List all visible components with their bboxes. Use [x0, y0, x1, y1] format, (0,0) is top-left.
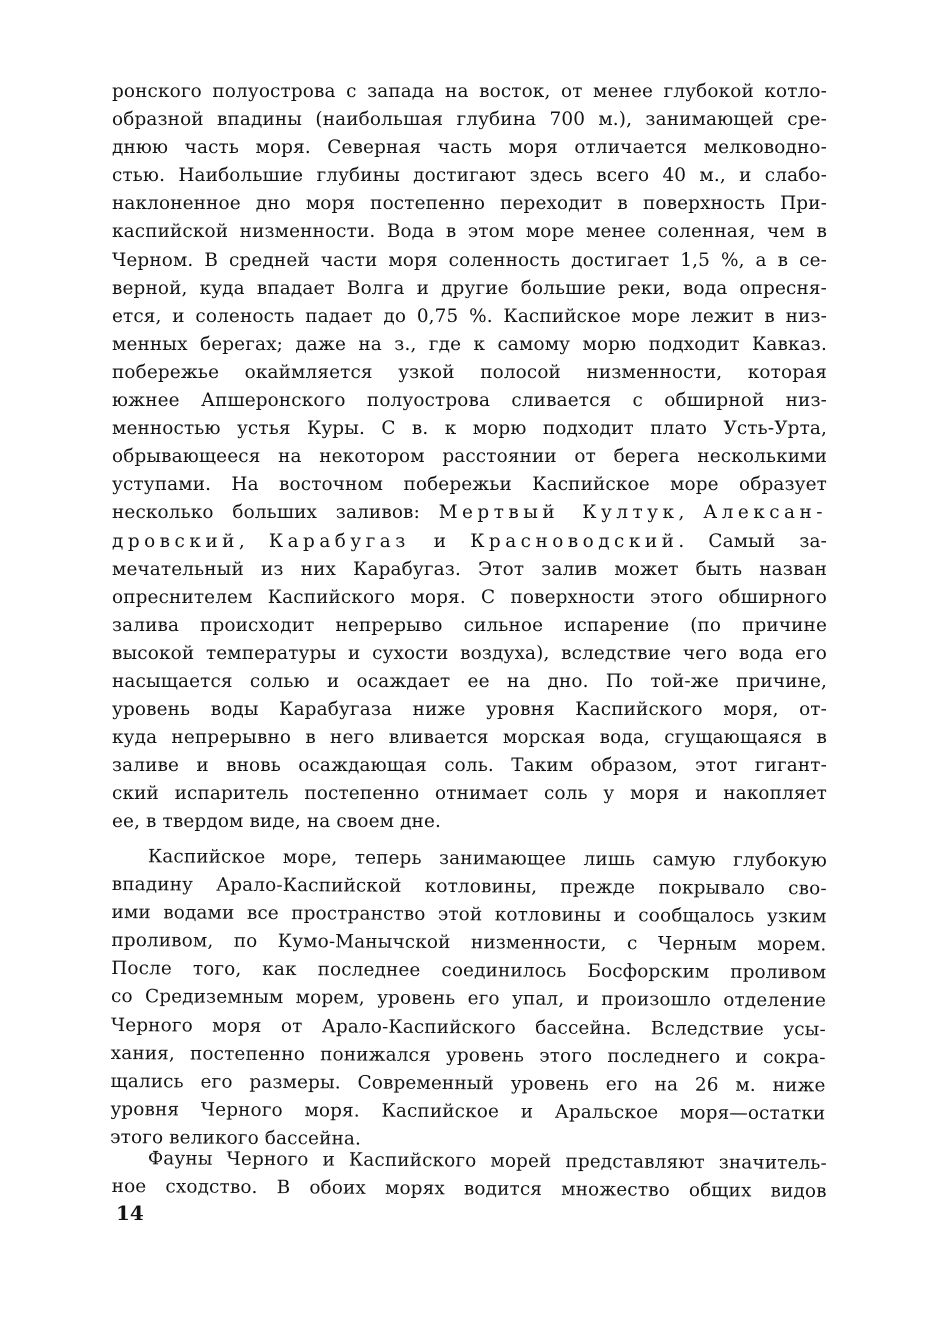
- text-span: . Самый за-: [678, 530, 827, 552]
- text-line: ронского полуострова с запада на восток, от менее глубокой котло-: [112, 81, 827, 102]
- text-line: щались его размеры. Современный уровень его на 26 м. ниже: [110, 1070, 826, 1097]
- paragraph-1: [112, 78, 827, 837]
- paragraph-2: [110, 843, 827, 1156]
- text-span: ,: [678, 502, 704, 524]
- text-line: ими водами все пространство этой котловины и сообщалось узким: [111, 902, 827, 928]
- text-line: менностью устья Куры. С в. к морю подходит плато Усть-Урта,: [112, 418, 827, 440]
- text-line: куда непрерывно в него вливается морская вода, сгущающаяся в: [112, 727, 827, 749]
- text-span: и: [409, 530, 471, 552]
- text-line: уровня Черного моря. Каспийское и Аральское моря—остатки: [110, 1098, 826, 1125]
- text-line: южнее Апшеронского полуострова сливается с обширной низ-: [112, 390, 827, 412]
- text-line: днюю часть моря. Северная часть моря отличается мелководно-: [112, 137, 827, 159]
- spaced-name: Красноводский: [470, 530, 679, 552]
- text-line: обрывающееся на некотором расстоянии от берега несколькими: [112, 446, 827, 468]
- text-line: впадину Арало-Каспийской котловины, прежде покрывало сво-: [111, 874, 827, 900]
- spaced-name: Карабугаз: [268, 530, 410, 552]
- text-line: высокой температуры и сухости воздуха), вследствие чего вода его: [112, 642, 827, 664]
- text-line: стью. Наибольшие глубины достигают здесь всего 40 м., и слабо-: [112, 165, 827, 187]
- text-line: Фауны Черного и Каспийского морей представляют значитель-: [147, 1148, 827, 1174]
- text-line: заливе и вновь осаждающая соль. Таким образом, этот гигант-: [112, 755, 827, 777]
- text-line: каспийской низменности. Вода в этом море менее соленная, чем в: [112, 221, 827, 243]
- text-line: ное сходство. В обоих морях водится множество общих видов: [111, 1176, 827, 1203]
- text-line: верной, куда впадает Волга и другие большие реки, вода опресня-: [112, 277, 827, 299]
- text-line: образной впадины (наибольшая глубина 700 м.), занимающей сре-: [112, 109, 827, 131]
- text-line-gulfs: [112, 499, 827, 527]
- page-number: 14: [116, 1201, 144, 1225]
- text-line: После того, как последнее соединилось Босфорским проливом: [111, 958, 827, 984]
- paragraph-3: [112, 1145, 827, 1206]
- text-line: опреснителем Каспийского моря. С поверхности этого обширного: [112, 586, 827, 608]
- text-line: наклоненное дно моря постепенно переходит в поверхность При-: [112, 193, 827, 215]
- text-span: несколько больших заливов:: [112, 502, 439, 524]
- text-line: этого великого бассейна.: [110, 1126, 362, 1150]
- text-line: насыщается солью и осаждает ее на дно. По той-же причине,: [112, 670, 827, 692]
- spaced-name: Мертвый Култук: [438, 502, 679, 524]
- text-line: Черного моря от Арало-Каспийского бассейна. Вследствие усы-: [110, 1014, 826, 1040]
- text-line: уступами. На восточном побережьи Каспийское море образует: [112, 474, 827, 496]
- text-line: ский испаритель постепенно отнимает соль у моря и накопляет: [112, 783, 827, 805]
- text-line: менных берегах; даже на з., где к самому морю подходит Кавказ.: [112, 333, 827, 355]
- text-line: ее, в твердом виде, на своем дне.: [112, 811, 441, 833]
- text-line: со Средиземным морем, уровень его упал, и произошло отделение: [110, 986, 827, 1012]
- text-line: Черном. В средней части моря соленность достигает 1,5 %, а в се-: [112, 249, 827, 271]
- text-line: побережье окаймляется узкой полосой низменности, которая: [112, 361, 827, 383]
- text-line-gulfs: [112, 528, 827, 556]
- text-line: проливом, по Кумо-Манычской низменности, с Черным морем.: [111, 930, 827, 956]
- text-line: мечательный из них Карабугаз. Этот залив может быть назван: [112, 558, 827, 580]
- text-line: ется, и соленость падает до 0,75 %. Каспийское море лежит в низ-: [112, 305, 827, 327]
- spaced-name: Алексан-: [703, 502, 827, 524]
- text-line: Каспийское море, теперь занимающее лишь самую глубокую: [147, 846, 827, 872]
- text-line: хания, постепенно понижался уровень этого последнего и сокра-: [110, 1042, 826, 1069]
- text-span: ,: [238, 530, 269, 552]
- spaced-name: дровский: [112, 530, 239, 552]
- text-line: залива происходит непрерыво сильное испарение (по причине: [112, 614, 827, 636]
- text-line: уровень воды Карабугаза ниже уровня Каспийского моря, от-: [112, 699, 827, 721]
